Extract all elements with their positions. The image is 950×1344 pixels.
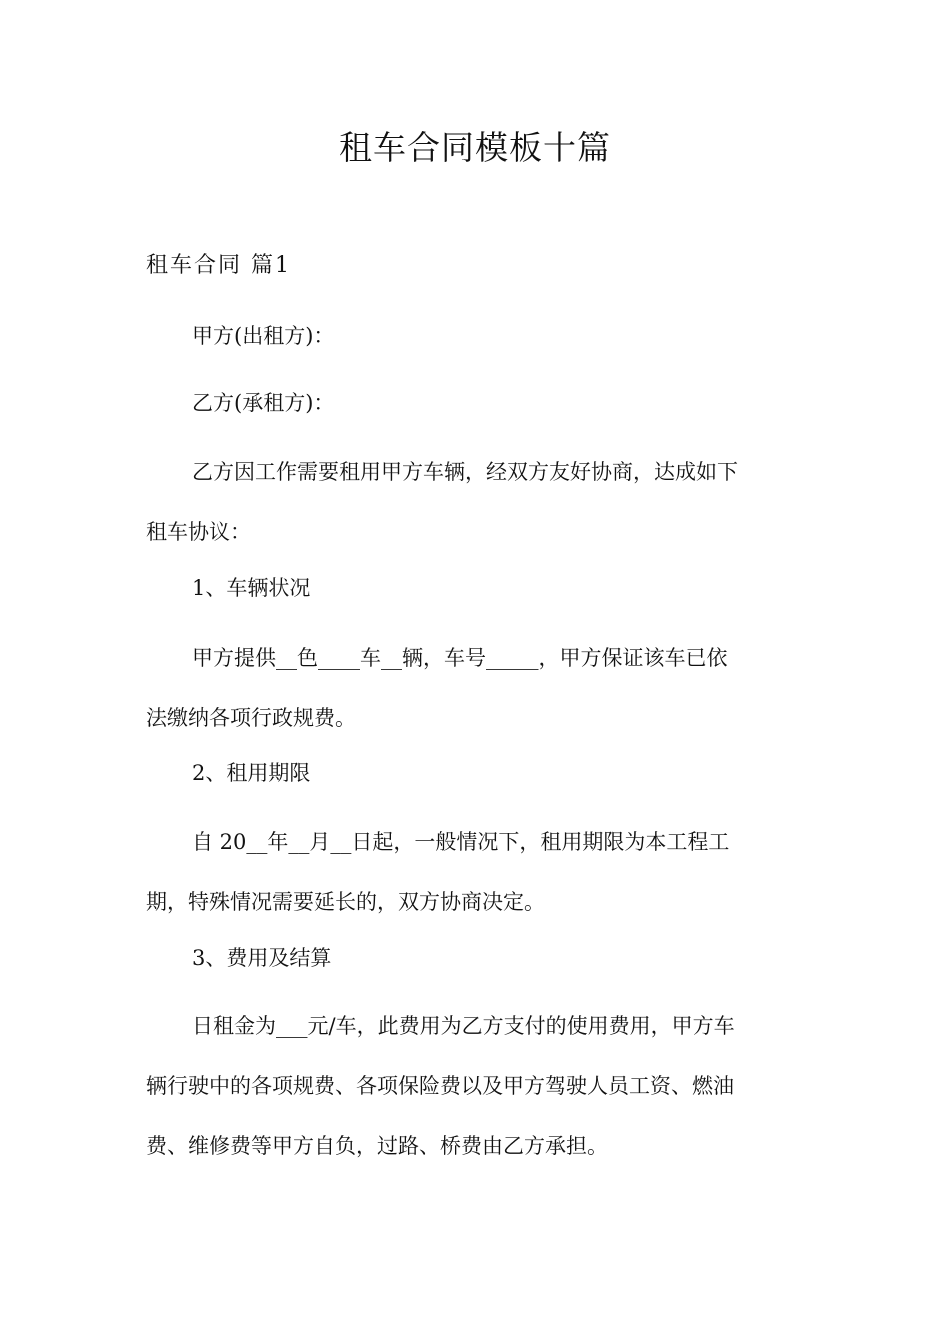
- party-b-line: [146, 373, 816, 433]
- paragraph-line: 乙方因工作需要租用甲方车辆，经双方友好协商，达成如下: [192, 460, 738, 484]
- clause-heading-2: [146, 743, 816, 803]
- party-a-line: [146, 306, 816, 366]
- section-heading: 租车合同 篇1: [146, 253, 291, 278]
- paragraph-line: 甲方提供__色____车__辆，车号_____，甲方保证该车已依: [192, 646, 728, 670]
- document-title: 租车合同模板十篇: [339, 128, 611, 167]
- paragraph-line: 2、租用期限: [192, 761, 311, 785]
- paragraph-line: 1、车辆状况: [192, 576, 311, 600]
- clause-heading-1: [146, 558, 816, 618]
- paragraph-line: 辆行驶中的各项规费、各项保险费以及甲方驾驶人员工资、燃油: [146, 1074, 734, 1098]
- paragraph-line: 日租金为___元/车，此费用为乙方支付的使用费用，甲方车: [192, 1014, 735, 1038]
- clause-body-2: [146, 812, 816, 932]
- paragraph-line: 期，特殊情况需要延长的，双方协商决定。: [146, 890, 545, 914]
- intro-paragraph: [146, 442, 816, 562]
- paragraph-line: 乙方(承租方)：: [192, 391, 335, 415]
- paragraph-line: 租车协议：: [146, 520, 251, 544]
- paragraph-line: 法缴纳各项行政规费。: [146, 706, 356, 730]
- paragraph-line: 甲方(出租方)：: [192, 324, 335, 348]
- clause-heading-3: [146, 928, 816, 988]
- paragraph-line: 费、维修费等甲方自负，过路、桥费由乙方承担。: [146, 1134, 608, 1158]
- clause-body-3: [146, 996, 816, 1176]
- clause-body-1: [146, 628, 816, 748]
- paragraph-line: 自 20__年__月__日起，一般情况下，租用期限为本工程工: [192, 830, 730, 854]
- paragraph-line: 3、费用及结算: [192, 946, 332, 970]
